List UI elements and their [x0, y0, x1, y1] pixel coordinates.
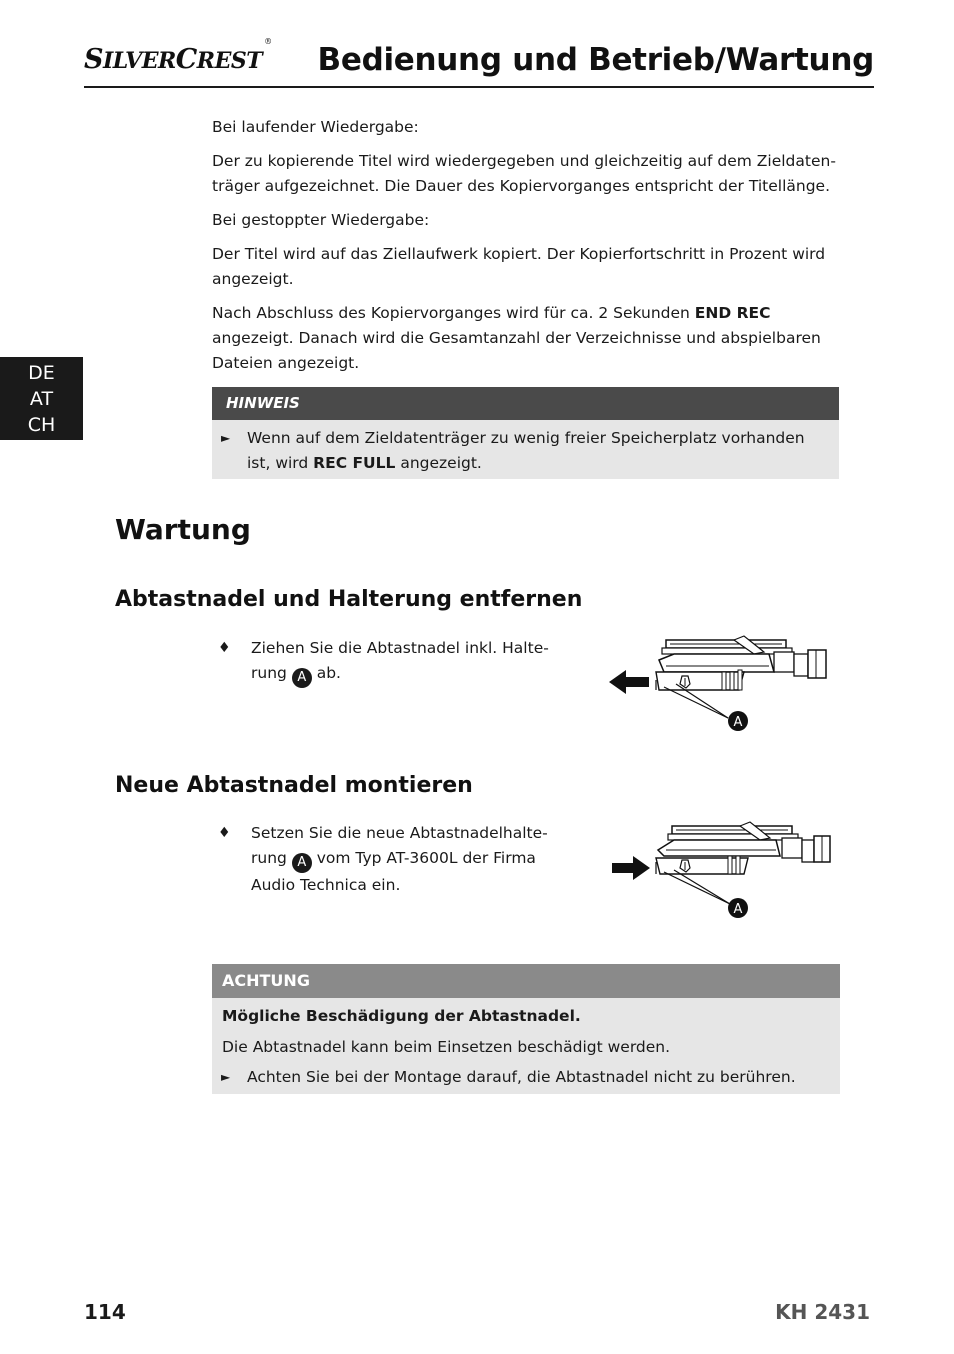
cartridge-removal-illustration: [604, 632, 834, 737]
note-title: HINWEIS: [212, 387, 839, 420]
paragraph: Bei gestoppter Wiedergabe:: [212, 211, 430, 229]
paragraph: Nach Abschluss des Kopiervorganges wird für ca. 2 Sekunden END REC angezeigt. Danach wird die Gesamtanzahl der Verzeichnisse und abspielbaren Dateien angezeigt.: [212, 304, 821, 372]
warning-title: ACHTUNG: [212, 964, 840, 998]
language-at: AT: [29, 388, 54, 410]
intro-text: [212, 115, 840, 385]
warning-bullet: ► Achten Sie bei der Montage darauf, die Abtastnadel nicht zu berühren.: [212, 1060, 840, 1090]
arrow-left-icon: [609, 670, 649, 694]
language-de: DE: [28, 362, 55, 384]
subsection-heading-install: Neue Abtastnadel montieren: [115, 773, 473, 798]
note-box: [212, 387, 839, 479]
arrow-right-icon: [612, 856, 650, 880]
figure-label-a: A: [733, 902, 743, 917]
section-heading-wartung: Wartung: [115, 513, 251, 546]
page-header: [84, 36, 874, 88]
triangle-bullet-icon: ►: [221, 431, 231, 445]
warning-box: [212, 964, 840, 1094]
diamond-bullet-icon: ♦: [218, 640, 231, 656]
cartridge-install-illustration: [608, 818, 838, 923]
paragraph: Bei laufender Wiedergabe:: [212, 118, 419, 136]
language-tab: [0, 357, 83, 440]
page-number: 114: [84, 1300, 126, 1324]
diamond-bullet-icon: ♦: [218, 825, 231, 841]
step-install: ♦ Setzen Sie die neue Abtastnadelhalte-rung A vom Typ AT-3600L der Firma Audio Technica ein.: [218, 821, 558, 898]
step-remove: ♦ Ziehen Sie die Abtastnadel inkl. Halte-rung A ab.: [218, 636, 558, 688]
paragraph: Der zu kopierende Titel wird wiedergegeben und gleichzeitig auf dem Zieldaten-träger aufgezeichnet. Die Dauer des Kopiervorganges entspricht der Titellänge.: [212, 152, 836, 195]
warning-headline: Mögliche Beschädigung der Abtastnadel.: [222, 1007, 581, 1025]
warning-text: Die Abtastnadel kann beim Einsetzen beschädigt werden.: [222, 1038, 671, 1056]
subsection-heading-remove: Abtastnadel und Halterung entfernen: [115, 587, 583, 612]
marker-a: A: [292, 668, 312, 688]
paragraph: Der Titel wird auf das Ziellaufwerk kopiert. Der Kopierfortschritt in Prozent wird angezeigt.: [212, 245, 826, 288]
triangle-bullet-icon: ►: [221, 1070, 231, 1084]
brand-logo: SILVERCREST®: [84, 37, 272, 75]
page-title: Bedienung und Betrieb/Wartung: [317, 42, 874, 78]
model-number: KH 2431: [775, 1300, 870, 1324]
language-ch: CH: [27, 414, 56, 436]
marker-a: A: [292, 853, 312, 873]
figure-label-a: A: [733, 715, 743, 730]
note-bullet: ► Wenn auf dem Zieldatenträger zu wenig freier Speicherplatz vorhanden ist, wird REC FULL angezeigt.: [212, 420, 839, 476]
